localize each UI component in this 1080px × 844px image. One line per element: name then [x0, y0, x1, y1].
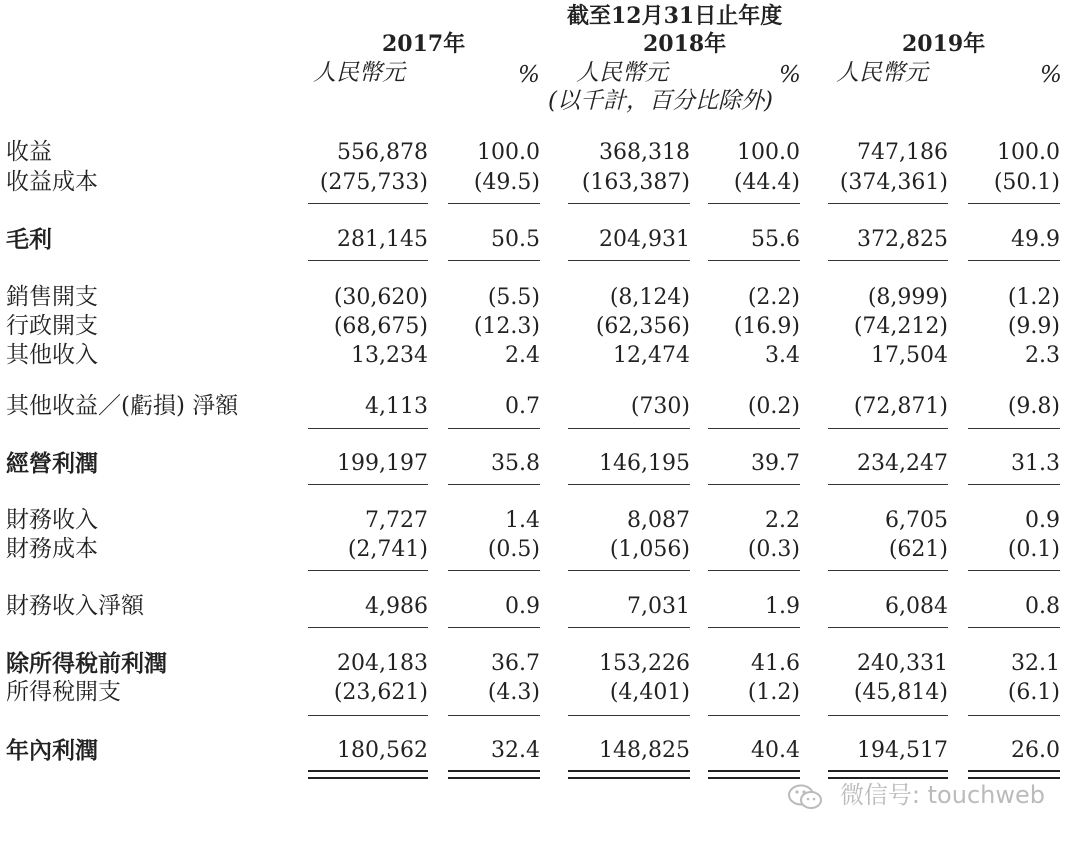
cell-pct-2018: (1.2) [747, 680, 800, 705]
cell-pct-2018: (16.9) [733, 314, 800, 339]
row-label: 收益成本 [6, 169, 98, 195]
total-double-rule [828, 777, 948, 779]
cell-amount-2018: 204,931 [599, 227, 690, 252]
subtotal-rule [708, 570, 800, 571]
subtotal-rule [568, 715, 690, 716]
subtotal-rule [708, 203, 800, 204]
cell-pct-2017: (4.3) [487, 680, 540, 705]
subtotal-rule [708, 260, 800, 261]
cell-amount-2017: 4,113 [365, 394, 428, 419]
subtotal-rule [568, 203, 690, 204]
cell-amount-2017: (23,621) [333, 680, 428, 705]
cell-pct-2018: 39.7 [751, 451, 800, 476]
row-label: 財務收入淨額 [6, 593, 144, 619]
subtotal-rule [308, 715, 428, 716]
subtotal-rule [828, 627, 948, 628]
subtotal-rule [828, 203, 948, 204]
total-double-rule [308, 770, 428, 772]
subtotal-rule [308, 627, 428, 628]
cell-pct-2017: 100.0 [477, 140, 540, 165]
cell-pct-2019: (9.8) [1007, 394, 1060, 419]
subtotal-rule [968, 428, 1060, 429]
cell-amount-2018: (8,124) [609, 285, 690, 310]
cell-amount-2017: 199,197 [337, 451, 428, 476]
currency-2019: 人民幣元 [836, 60, 928, 86]
cell-amount-2018: 148,825 [599, 738, 690, 763]
row-label: 行政開支 [6, 313, 98, 339]
cell-amount-2017: 281,145 [337, 227, 428, 252]
cell-amount-2018: 153,226 [599, 651, 690, 676]
cell-amount-2019: (374,361) [839, 170, 948, 195]
cell-pct-2017: 2.4 [505, 343, 540, 368]
cell-pct-2018: 1.9 [765, 594, 800, 619]
cell-amount-2019: 747,186 [857, 140, 948, 165]
cell-amount-2019: 240,331 [857, 651, 948, 676]
total-double-rule [708, 777, 800, 779]
total-double-rule [568, 777, 690, 779]
row-label: 財務成本 [6, 536, 98, 562]
cell-pct-2019: 31.3 [1011, 451, 1060, 476]
cell-pct-2019: 0.8 [1025, 594, 1060, 619]
watermark-text: 微信号: touchweb [839, 781, 1045, 809]
cell-pct-2019: (6.1) [1007, 680, 1060, 705]
cell-amount-2019: 194,517 [857, 738, 948, 763]
cell-pct-2019: 2.3 [1025, 343, 1060, 368]
cell-pct-2018: (0.2) [747, 394, 800, 419]
cell-pct-2018: 100.0 [737, 140, 800, 165]
cell-amount-2019: 17,504 [871, 343, 948, 368]
cell-pct-2019: (1.2) [1007, 285, 1060, 310]
row-label: 財務收入 [6, 507, 98, 533]
cell-pct-2017: 50.5 [491, 227, 540, 252]
subtotal-rule [308, 203, 428, 204]
subtotal-rule [968, 715, 1060, 716]
subtotal-rule [448, 715, 540, 716]
cell-pct-2017: 0.9 [505, 594, 540, 619]
cell-amount-2019: 234,247 [857, 451, 948, 476]
subtotal-rule [828, 570, 948, 571]
cell-amount-2019: (72,871) [853, 394, 948, 419]
cell-pct-2018: 2.2 [765, 508, 800, 533]
cell-pct-2018: 3.4 [765, 343, 800, 368]
subtotal-rule [448, 203, 540, 204]
cell-amount-2017: 556,878 [337, 140, 428, 165]
subtotal-rule [708, 715, 800, 716]
subtotal-rule [308, 428, 428, 429]
subtotal-rule [568, 428, 690, 429]
subtotal-rule [448, 428, 540, 429]
cell-amount-2017: 4,986 [365, 594, 428, 619]
subtotal-rule [828, 484, 948, 485]
subtotal-rule [968, 484, 1060, 485]
year-2018: 2018年 [643, 31, 727, 57]
cell-amount-2017: 180,562 [337, 738, 428, 763]
cell-pct-2018: (0.3) [747, 537, 800, 562]
percent-2019: % [1040, 62, 1062, 88]
subtotal-rule [308, 570, 428, 571]
subtotal-rule [968, 203, 1060, 204]
cell-pct-2018: (44.4) [733, 170, 800, 195]
cell-amount-2018: 146,195 [599, 451, 690, 476]
total-double-rule [568, 770, 690, 772]
cell-amount-2018: (4,401) [609, 680, 690, 705]
row-label: 其他收益／(虧損) 淨額 [6, 393, 239, 419]
subtotal-rule [828, 260, 948, 261]
row-label: 年內利潤 [6, 737, 98, 764]
period-header: 截至12月31日止年度 [567, 3, 783, 29]
total-double-rule [708, 770, 800, 772]
cell-pct-2017: 36.7 [491, 651, 540, 676]
cell-amount-2017: (2,741) [347, 537, 428, 562]
subtotal-rule [968, 627, 1060, 628]
row-label: 其他收入 [6, 342, 98, 368]
cell-pct-2018: 40.4 [751, 738, 800, 763]
row-label: 收益 [6, 139, 52, 165]
year-2019: 2019年 [902, 31, 986, 57]
cell-pct-2019: 32.1 [1011, 651, 1060, 676]
cell-pct-2019: (0.1) [1007, 537, 1060, 562]
cell-amount-2017: 13,234 [351, 343, 428, 368]
subtotal-rule [448, 484, 540, 485]
cell-pct-2019: 0.9 [1025, 508, 1060, 533]
cell-amount-2019: (8,999) [867, 285, 948, 310]
cell-pct-2018: (2.2) [747, 285, 800, 310]
cell-amount-2018: 368,318 [599, 140, 690, 165]
subtotal-rule [968, 260, 1060, 261]
subtotal-rule [568, 627, 690, 628]
cell-amount-2017: (275,733) [319, 170, 428, 195]
cell-amount-2017: (68,675) [333, 314, 428, 339]
subtotal-rule [308, 484, 428, 485]
cell-pct-2019: (50.1) [993, 170, 1060, 195]
percent-2018: % [779, 62, 801, 88]
cell-amount-2019: (45,814) [853, 680, 948, 705]
cell-pct-2019: 26.0 [1011, 738, 1060, 763]
total-double-rule [968, 777, 1060, 779]
row-label: 除所得稅前利潤 [6, 650, 167, 677]
subtotal-rule [448, 260, 540, 261]
total-double-rule [448, 770, 540, 772]
subtotal-rule [968, 570, 1060, 571]
cell-amount-2018: (730) [630, 394, 690, 419]
row-label: 所得稅開支 [6, 679, 121, 705]
cell-amount-2017: 204,183 [337, 651, 428, 676]
currency-2018: 人民幣元 [576, 60, 668, 86]
cell-pct-2018: 41.6 [751, 651, 800, 676]
wechat-icon [787, 784, 823, 810]
cell-pct-2017: (0.5) [487, 537, 540, 562]
subtotal-rule [448, 627, 540, 628]
total-double-rule [308, 777, 428, 779]
cell-pct-2017: 1.4 [505, 508, 540, 533]
cell-amount-2019: 6,084 [885, 594, 948, 619]
cell-pct-2017: 0.7 [505, 394, 540, 419]
subtotal-rule [568, 570, 690, 571]
subtotal-rule [568, 484, 690, 485]
cell-pct-2019: (9.9) [1007, 314, 1060, 339]
cell-amount-2018: 8,087 [627, 508, 690, 533]
subtotal-rule [708, 627, 800, 628]
cell-amount-2018: (1,056) [609, 537, 690, 562]
subtotal-rule [828, 428, 948, 429]
percent-2017: % [518, 62, 540, 88]
cell-pct-2017: (12.3) [473, 314, 540, 339]
subtotal-rule [448, 570, 540, 571]
subtotal-rule [828, 715, 948, 716]
cell-amount-2018: (163,387) [581, 170, 690, 195]
cell-amount-2019: (621) [888, 537, 948, 562]
cell-amount-2017: 7,727 [365, 508, 428, 533]
row-label: 毛利 [6, 226, 52, 253]
cell-pct-2017: 35.8 [491, 451, 540, 476]
cell-pct-2019: 49.9 [1011, 227, 1060, 252]
cell-pct-2018: 55.6 [751, 227, 800, 252]
subtotal-rule [708, 484, 800, 485]
year-2017: 2017年 [382, 31, 466, 57]
cell-pct-2017: (5.5) [487, 285, 540, 310]
unit-note: (以千計，百分比除外) [548, 88, 773, 114]
subtotal-rule [708, 428, 800, 429]
cell-pct-2017: 32.4 [491, 738, 540, 763]
cell-amount-2019: 372,825 [857, 227, 948, 252]
cell-amount-2018: (62,356) [595, 314, 690, 339]
total-double-rule [968, 770, 1060, 772]
row-label: 銷售開支 [6, 284, 98, 310]
cell-amount-2019: 6,705 [885, 508, 948, 533]
subtotal-rule [308, 260, 428, 261]
cell-amount-2017: (30,620) [333, 285, 428, 310]
subtotal-rule [568, 260, 690, 261]
row-label: 經營利潤 [6, 450, 98, 477]
total-double-rule [828, 770, 948, 772]
cell-pct-2019: 100.0 [997, 140, 1060, 165]
currency-2017: 人民幣元 [313, 60, 405, 86]
total-double-rule [448, 777, 540, 779]
cell-pct-2017: (49.5) [473, 170, 540, 195]
cell-amount-2019: (74,212) [853, 314, 948, 339]
cell-amount-2018: 7,031 [627, 594, 690, 619]
cell-amount-2018: 12,474 [613, 343, 690, 368]
